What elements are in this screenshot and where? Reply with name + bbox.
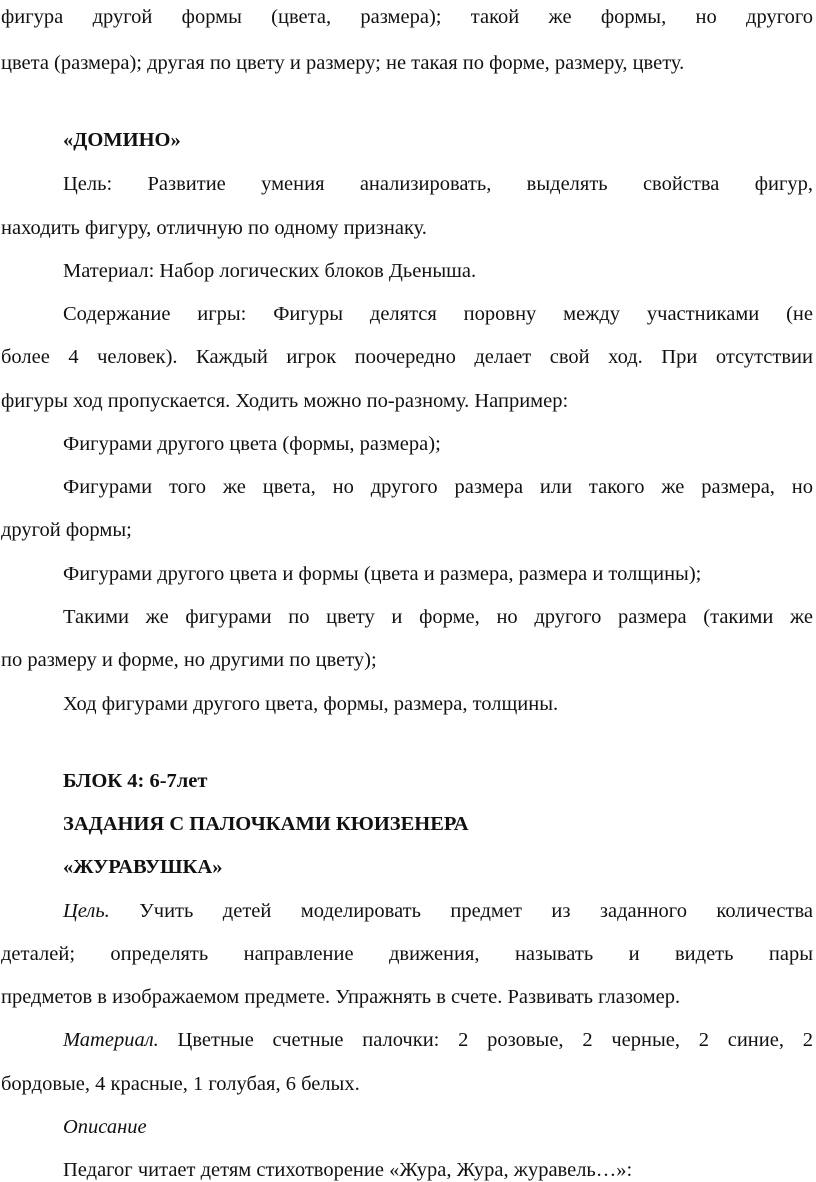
block4-goal-line-2: деталей; определять направление движения, называть и видеть пары	[1, 943, 813, 965]
block4-material-line-2: бордовые, 4 красные, 1 голубая, 6 белых.	[1, 1073, 360, 1095]
block4-goal-line-1	[63, 899, 813, 923]
domino-title: «ДОМИНО»	[63, 129, 181, 151]
goal-line-1-text: Учить детей моделировать предмет из заданного количества	[139, 900, 813, 922]
domino-option-1: Фигурами другого цвета (формы, размера);	[63, 433, 441, 455]
block4-game-title: «ЖУРАВУШКА»	[63, 856, 223, 878]
block4-description-line-1: Педагог читает детям стихотворение «Жура, Жура, журавель…»:	[63, 1159, 633, 1181]
material-label: Материал.	[63, 1029, 159, 1051]
block4-subheading: ЗАДАНИЯ С ПАЛОЧКАМИ КЮИЗЕНЕРА	[63, 813, 469, 835]
domino-option-3: Фигурами другого цвета и формы (цвета и размера, размера и толщины);	[63, 563, 702, 585]
block4-description-label: Описание	[63, 1116, 147, 1138]
domino-material: Материал: Набор логических блоков Дьеныша.	[63, 260, 477, 282]
domino-option-4-line-1: Такими же фигурами по цвету и форме, но другого размера (такими же	[63, 606, 813, 628]
block4-heading: БЛОК 4: 6-7лет	[63, 770, 208, 792]
block4-goal-line-3: предметов в изображаемом предмете. Упражнять в счете. Развивать глазомер.	[1, 986, 681, 1008]
domino-option-2-line-2: другой формы;	[1, 519, 132, 541]
domino-content-line-3: фигуры ход пропускается. Ходить можно по-разному. Например:	[1, 390, 569, 412]
domino-option-2-line-1: Фигурами того же цвета, но другого размера или такого же размера, но	[63, 476, 813, 498]
domino-content-line-1: Содержание игры: Фигуры делятся поровну между участниками (не	[63, 303, 813, 325]
domino-content-line-2: более 4 человек). Каждый игрок поочередно делает свой ход. При отсутствии	[1, 346, 813, 368]
intro-line-2: цвета (размера); другая по цвету и размеру; не такая по форме, размеру, цвету.	[1, 52, 685, 74]
domino-goal-line-1: Цель: Развитие умения анализировать, выделять свойства фигур,	[63, 173, 813, 195]
domino-option-4-line-2: по размеру и форме, но другими по цвету);	[1, 649, 377, 671]
intro-line-1: фигура другой формы (цвета, размера); такой же формы, но другого	[1, 6, 813, 28]
domino-goal-line-2: находить фигуру, отличную по одному признаку.	[1, 217, 427, 239]
goal-label: Цель.	[63, 900, 110, 922]
block4-material-line-1	[63, 1028, 813, 1052]
material-line-1-text: Цветные счетные палочки: 2 розовые, 2 черные, 2 синие, 2	[177, 1029, 813, 1051]
domino-option-5: Ход фигурами другого цвета, формы, размера, толщины.	[63, 693, 559, 715]
